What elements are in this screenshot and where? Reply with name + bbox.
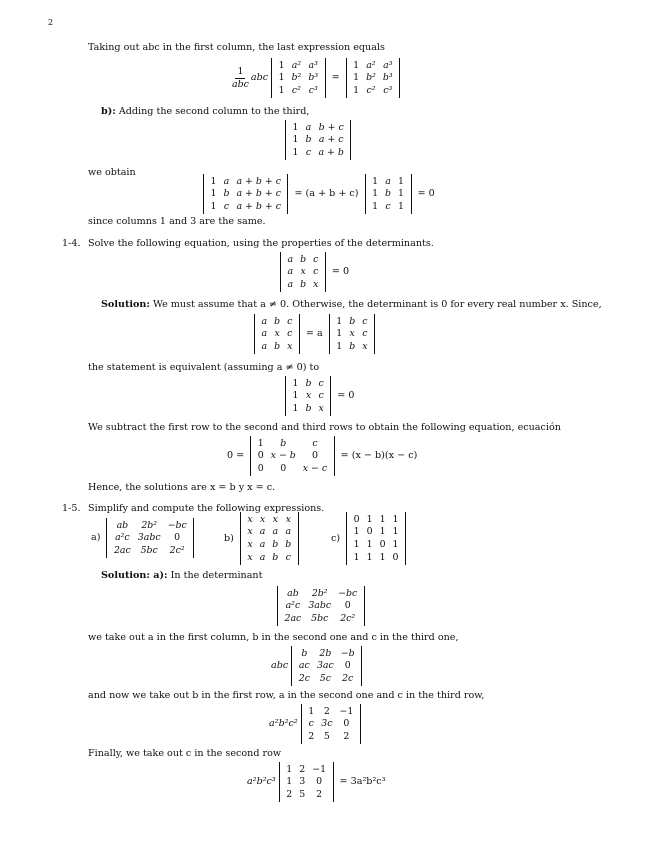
- matrix-cell: b³: [382, 72, 393, 84]
- matrix-cell: c: [285, 551, 291, 563]
- factor-a-plus-b-plus-c: = (a + b + c): [294, 188, 359, 200]
- matrix-cell: 1: [278, 85, 285, 96]
- matrix-cell: 1: [392, 526, 399, 538]
- matrix-row: [254, 450, 330, 463]
- matrix-cell: c: [318, 377, 324, 389]
- matrix-cell: x: [247, 551, 253, 563]
- matrix-cell: a: [259, 539, 266, 550]
- matrix-row: [207, 201, 284, 214]
- equation-11: [247, 762, 389, 802]
- matrix-cell: x: [247, 526, 253, 538]
- fraction-one-over-abc: [232, 66, 249, 90]
- matrix-cell: 1: [379, 526, 386, 538]
- matrix-cell: a: [223, 175, 230, 187]
- label-solution: Solution:: [101, 299, 150, 310]
- matrix-cell: 2c²: [340, 613, 356, 624]
- equation-8: [274, 586, 368, 626]
- matrix-cell: 1: [278, 72, 285, 84]
- matrix-row: [289, 377, 327, 390]
- label-b: b):: [101, 106, 116, 117]
- matrix-cell: 1: [336, 341, 343, 352]
- matrix-row: [207, 188, 284, 201]
- matrix-cell: 2c: [342, 673, 354, 684]
- matrix-row: [275, 59, 322, 72]
- matrix-cell: a³: [383, 59, 393, 71]
- matrix-row: [295, 660, 358, 673]
- paragraph-solution-1-5: [101, 570, 262, 582]
- matrix-cell: a + b + c: [236, 175, 281, 187]
- matrix-row: [333, 341, 371, 354]
- matrix-cell: 0: [311, 450, 318, 462]
- matrix-cell: a: [287, 253, 294, 265]
- matrix-row: [244, 551, 295, 564]
- matrix-cell: 1: [292, 390, 299, 402]
- matrix-cell: c: [362, 315, 368, 327]
- matrix-cell: 1: [398, 201, 405, 212]
- matrix-cell: 2: [323, 705, 330, 717]
- label-b-expression: b): [224, 532, 234, 544]
- matrix-cell: 2b²: [141, 519, 158, 531]
- problem-1-5-statement: Simplify and compute the following expressions.: [88, 503, 325, 514]
- paragraph-take-out-abc: Taking out abc in the first column, the last expression equals: [88, 42, 385, 53]
- matrix-cell: a: [259, 526, 266, 538]
- matrix-cell: 0: [174, 532, 181, 544]
- matrix-cell: b: [305, 377, 312, 389]
- matrix-cell: b: [349, 341, 356, 352]
- matrix-row: [350, 85, 397, 98]
- determinant-expression-c: [346, 512, 406, 565]
- matrix-cell: 5: [299, 789, 306, 800]
- matrix-row: [369, 188, 408, 201]
- determinant-a-column: [254, 314, 300, 354]
- matrix-cell: c³: [383, 85, 393, 96]
- matrix-cell: 1: [366, 539, 373, 550]
- paragraph-take-out-rows: and now we take out b in the first row, a in the second one and c in the third row,: [88, 690, 485, 701]
- matrix-cell: 3c: [321, 718, 333, 730]
- matrix-cell: b: [300, 279, 307, 290]
- determinant-after-columns: [291, 646, 362, 686]
- matrix-cell: 1: [292, 147, 299, 158]
- matrix-cell: 5: [323, 731, 330, 742]
- coefficient-abc: abc: [250, 72, 269, 84]
- matrix-cell: 1: [353, 72, 360, 84]
- matrix-cell: 1: [336, 315, 343, 327]
- equation-2: [282, 120, 354, 160]
- matrix-cell: b: [300, 253, 307, 265]
- matrix-cell: c: [313, 266, 319, 278]
- matrix-cell: b: [223, 188, 230, 200]
- text-solution-1-4: We must assume that a ≠ 0. Otherwise, the determinant is 0 for every real number x. Since,: [149, 299, 602, 310]
- matrix-cell: x − b: [270, 450, 296, 462]
- matrix-cell: c: [362, 328, 368, 340]
- expression-b: [224, 512, 302, 565]
- matrix-cell: −bc: [167, 519, 187, 531]
- paragraph-equivalent: the statement is equivalent (assuming a ≠ 0) to: [88, 362, 320, 373]
- matrix-row: [110, 532, 190, 545]
- matrix-cell: 1: [292, 403, 299, 414]
- matrix-row: [110, 545, 190, 558]
- fraction-denominator: abc: [232, 78, 249, 90]
- matrix-cell: 1: [353, 85, 360, 96]
- matrix-cell: 2: [286, 789, 293, 800]
- matrix-cell: −1: [339, 705, 354, 717]
- equals-sign: =: [331, 72, 340, 84]
- paragraph-adding-columns: [101, 106, 309, 118]
- matrix-cell: c: [287, 328, 293, 340]
- matrix-cell: 3ac: [316, 660, 334, 672]
- matrix-row: [350, 513, 402, 526]
- matrix-cell: 0: [379, 539, 386, 550]
- matrix-cell: c: [223, 201, 230, 212]
- paragraph-take-out-columns: we take out a in the first column, b in the second one and c in the third one,: [88, 632, 459, 643]
- matrix-cell: b: [285, 539, 292, 550]
- matrix-row: [350, 539, 402, 552]
- matrix-row: [333, 315, 371, 328]
- equation-6: [282, 376, 357, 416]
- matrix-row: [305, 705, 357, 718]
- matrix-row: [284, 253, 322, 266]
- coefficient-a2b2c2: a²b²c²: [269, 718, 298, 730]
- matrix-cell: x − c: [302, 463, 328, 474]
- matrix-cell: b: [301, 647, 308, 659]
- matrix-cell: 1: [392, 513, 399, 525]
- matrix-cell: 1: [292, 121, 299, 133]
- matrix-cell: 2b: [319, 647, 332, 659]
- matrix-cell: 0: [366, 526, 373, 538]
- matrix-cell: c²: [291, 85, 301, 96]
- determinant-ones-column: [365, 174, 412, 214]
- matrix-cell: 1: [398, 175, 405, 187]
- matrix-cell: c: [385, 201, 391, 212]
- matrix-cell: 2: [308, 731, 315, 742]
- matrix-cell: c: [308, 718, 314, 730]
- matrix-cell: 5bc: [140, 545, 158, 556]
- matrix-cell: c: [312, 437, 318, 449]
- matrix-cell: 2ac: [113, 545, 131, 556]
- text-solution-1-5: In the determinant: [167, 570, 263, 581]
- matrix-cell: 0: [257, 463, 264, 474]
- matrix-cell: 0: [257, 450, 264, 462]
- matrix-cell: 0: [392, 551, 399, 563]
- matrix-row: [350, 551, 402, 564]
- matrix-cell: 1: [257, 437, 264, 449]
- determinant-sum-column: [203, 174, 288, 214]
- matrix-cell: 1: [353, 551, 360, 563]
- determinant-expression-a: [106, 518, 194, 558]
- matrix-cell: x: [247, 513, 253, 525]
- matrix-cell: a: [385, 175, 391, 187]
- paragraph-solution-1-4: [101, 299, 602, 311]
- matrix-cell: 1: [353, 539, 360, 550]
- matrix-row: [281, 587, 361, 600]
- matrix-cell: 2ac: [284, 613, 302, 624]
- matrix-cell: 0: [353, 513, 360, 525]
- matrix-cell: ac: [298, 660, 310, 672]
- matrix-cell: 0: [280, 463, 287, 474]
- equals-a: = a: [305, 328, 323, 340]
- matrix-cell: 1: [353, 526, 360, 538]
- determinant-equivalent: [285, 376, 331, 416]
- matrix-cell: 1: [286, 776, 293, 788]
- matrix-cell: −b: [340, 647, 355, 659]
- expression-c: [331, 512, 409, 565]
- matrix-cell: 2: [343, 731, 350, 742]
- matrix-cell: 5bc: [311, 613, 329, 624]
- matrix-cell: c: [287, 315, 293, 327]
- matrix-cell: a: [261, 315, 268, 327]
- matrix-cell: c: [313, 253, 319, 265]
- matrix-cell: 1: [278, 59, 285, 71]
- paragraph-solutions: Hence, the solutions are x = b y x = c.: [88, 482, 276, 493]
- matrix-row: [305, 718, 357, 731]
- matrix-cell: a²c: [115, 532, 130, 544]
- matrix-cell: 2: [316, 789, 323, 800]
- paragraph-finally: Finally, we take out c in the second row: [88, 748, 282, 759]
- matrix-cell: 1: [366, 513, 373, 525]
- equation-1: [232, 58, 403, 98]
- determinant-solution-a: [277, 586, 365, 626]
- label-solution-a: Solution: a):: [101, 570, 168, 581]
- matrix-row: [289, 403, 327, 416]
- matrix-row: [350, 526, 402, 539]
- matrix-row: [281, 613, 361, 626]
- matrix-cell: b: [272, 551, 279, 563]
- matrix-row: [258, 315, 296, 328]
- matrix-cell: x: [285, 513, 291, 525]
- matrix-cell: 2c: [298, 673, 310, 684]
- matrix-row: [283, 789, 330, 802]
- matrix-cell: b: [349, 315, 356, 327]
- determinant-ones-first-column: [329, 314, 375, 354]
- matrix-cell: ab: [287, 587, 299, 599]
- determinant-expression-b: [240, 512, 299, 565]
- matrix-cell: 1: [379, 513, 386, 525]
- determinant-final: [279, 762, 334, 802]
- matrix-cell: a: [305, 121, 312, 133]
- fraction-numerator: 1: [237, 66, 244, 78]
- product-result: = (x − b)(x − c): [340, 450, 418, 462]
- matrix-cell: 1: [336, 328, 343, 340]
- matrix-cell: b: [272, 539, 279, 550]
- matrix-cell: a²: [366, 59, 376, 71]
- matrix-row: [281, 600, 361, 613]
- paragraph-columns-same: since columns 1 and 3 are the same.: [88, 216, 266, 227]
- matrix-cell: 1: [372, 201, 379, 212]
- matrix-cell: x: [287, 341, 293, 352]
- matrix-cell: 3abc: [308, 600, 332, 612]
- matrix-cell: x: [274, 328, 280, 340]
- equation-9: [271, 646, 365, 686]
- matrix-cell: a + c: [318, 134, 344, 146]
- matrix-row: [289, 390, 327, 403]
- matrix-cell: a + b + c: [236, 201, 281, 212]
- coefficient-abc: abc: [271, 660, 289, 672]
- matrix-cell: −1: [312, 763, 327, 775]
- matrix-cell: 1: [210, 188, 217, 200]
- determinant-vandermonde-right: [346, 58, 401, 98]
- problem-number-1-4: 1-4.: [62, 238, 81, 249]
- matrix-cell: c²: [366, 85, 376, 96]
- matrix-cell: x: [247, 539, 253, 550]
- matrix-cell: 3: [299, 776, 306, 788]
- final-result: = 3a²b²c³: [339, 776, 386, 788]
- matrix-row: [283, 763, 330, 776]
- matrix-cell: a + b: [318, 147, 344, 158]
- matrix-cell: 0: [316, 776, 323, 788]
- matrix-cell: 0: [344, 660, 351, 672]
- matrix-cell: c: [305, 147, 312, 158]
- matrix-row: [295, 647, 358, 660]
- equation-10: [269, 704, 364, 744]
- problem-number-1-5: 1-5.: [62, 503, 81, 514]
- determinant-vandermonde-left: [271, 58, 326, 98]
- matrix-cell: a: [285, 526, 292, 538]
- matrix-cell: 1: [286, 763, 293, 775]
- equation-7: [224, 436, 420, 476]
- matrix-cell: a: [272, 526, 279, 538]
- problem-1-4-statement: Solve the following equation, using the properties of the determinants.: [88, 238, 434, 249]
- matrix-cell: 1: [366, 551, 373, 563]
- matrix-row: [207, 175, 284, 188]
- equals-zero: = 0: [337, 390, 355, 402]
- matrix-row: [350, 72, 397, 85]
- determinant-b-plus-c: [285, 120, 351, 160]
- matrix-cell: 1: [353, 59, 360, 71]
- matrix-cell: a²: [291, 59, 302, 71]
- matrix-row: [244, 539, 295, 552]
- matrix-cell: 1: [379, 551, 386, 563]
- matrix-cell: a: [259, 551, 266, 563]
- matrix-cell: 1: [392, 539, 399, 550]
- matrix-cell: a + b + c: [236, 188, 281, 200]
- matrix-cell: ab: [116, 519, 129, 531]
- matrix-row: [283, 776, 330, 789]
- matrix-cell: c³: [308, 85, 318, 96]
- equation-3: [200, 174, 438, 214]
- matrix-cell: a: [287, 266, 294, 278]
- matrix-cell: b + c: [318, 121, 344, 133]
- matrix-row: [275, 85, 322, 98]
- matrix-row: [254, 437, 330, 450]
- matrix-cell: x: [305, 390, 312, 402]
- matrix-cell: b: [385, 188, 392, 200]
- matrix-row: [289, 121, 347, 134]
- matrix-cell: x: [349, 328, 355, 340]
- matrix-cell: x: [362, 341, 368, 352]
- matrix-cell: b²: [366, 72, 376, 84]
- matrix-cell: 1: [308, 705, 315, 717]
- matrix-cell: 1: [210, 175, 217, 187]
- matrix-cell: b²: [291, 72, 302, 84]
- matrix-cell: 1: [292, 134, 299, 146]
- equals-zero: = 0: [331, 266, 350, 278]
- matrix-row: [295, 673, 358, 686]
- determinant-after-rows: [301, 704, 361, 744]
- matrix-cell: x: [300, 266, 306, 278]
- matrix-cell: b³: [308, 72, 319, 84]
- matrix-row: [258, 328, 296, 341]
- matrix-cell: b: [274, 341, 281, 352]
- matrix-cell: 2c²: [169, 545, 185, 556]
- matrix-cell: 1: [292, 377, 299, 389]
- matrix-cell: 0: [343, 718, 350, 730]
- matrix-cell: a³: [308, 59, 318, 71]
- matrix-cell: −bc: [338, 587, 358, 599]
- matrix-row: [284, 279, 322, 292]
- equals-zero: = 0: [417, 188, 435, 200]
- matrix-cell: a: [261, 328, 268, 340]
- matrix-cell: b: [274, 315, 281, 327]
- label-c: c): [331, 532, 341, 544]
- coefficient-a2b2c3: a²b²c³: [247, 776, 276, 788]
- paragraph-we-obtain: we obtain: [88, 167, 136, 178]
- matrix-cell: b: [305, 134, 312, 146]
- matrix-cell: x: [318, 403, 324, 414]
- matrix-cell: a: [261, 341, 268, 352]
- matrix-row: [369, 175, 408, 188]
- matrix-cell: x: [313, 279, 319, 290]
- matrix-cell: c: [318, 390, 324, 402]
- matrix-row: [244, 513, 295, 526]
- matrix-row: [289, 147, 347, 160]
- matrix-cell: 1: [372, 188, 379, 200]
- matrix-cell: 1: [398, 188, 405, 200]
- matrix-cell: b: [305, 403, 312, 414]
- determinant-triangular: [250, 436, 334, 476]
- equation-4: [277, 252, 352, 292]
- matrix-row: [244, 526, 295, 539]
- matrix-row: [275, 72, 322, 85]
- matrix-row: [305, 731, 357, 744]
- matrix-row: [254, 463, 330, 476]
- paragraph-subtract-rows: We subtract the first row to the second and third rows to obtain the following equation, ecuación: [88, 422, 561, 433]
- matrix-row: [333, 328, 371, 341]
- label-a: a): [91, 532, 101, 544]
- text-adding-columns: Adding the second column to the third,: [115, 106, 310, 117]
- matrix-cell: x: [259, 513, 266, 525]
- matrix-cell: 1: [210, 201, 217, 212]
- matrix-cell: 5c: [319, 673, 331, 684]
- matrix-row: [369, 201, 408, 214]
- matrix-row: [284, 266, 322, 279]
- matrix-row: [289, 134, 347, 147]
- determinant-problem-1-4: [280, 252, 326, 292]
- matrix-cell: a²c: [285, 600, 301, 612]
- equation-5: [251, 314, 378, 354]
- zero-equals: 0 =: [227, 450, 245, 462]
- matrix-cell: 2b²: [311, 587, 328, 599]
- matrix-cell: x: [272, 513, 278, 525]
- matrix-cell: 3abc: [137, 532, 161, 544]
- matrix-cell: 1: [372, 175, 379, 187]
- matrix-row: [350, 59, 397, 72]
- matrix-cell: 0: [344, 600, 351, 612]
- matrix-cell: b: [280, 437, 287, 449]
- page-number: 2: [48, 18, 54, 27]
- matrix-cell: 2: [299, 763, 306, 775]
- matrix-row: [258, 341, 296, 354]
- matrix-cell: a: [287, 279, 294, 290]
- expression-a: [91, 518, 197, 558]
- matrix-row: [110, 519, 190, 532]
